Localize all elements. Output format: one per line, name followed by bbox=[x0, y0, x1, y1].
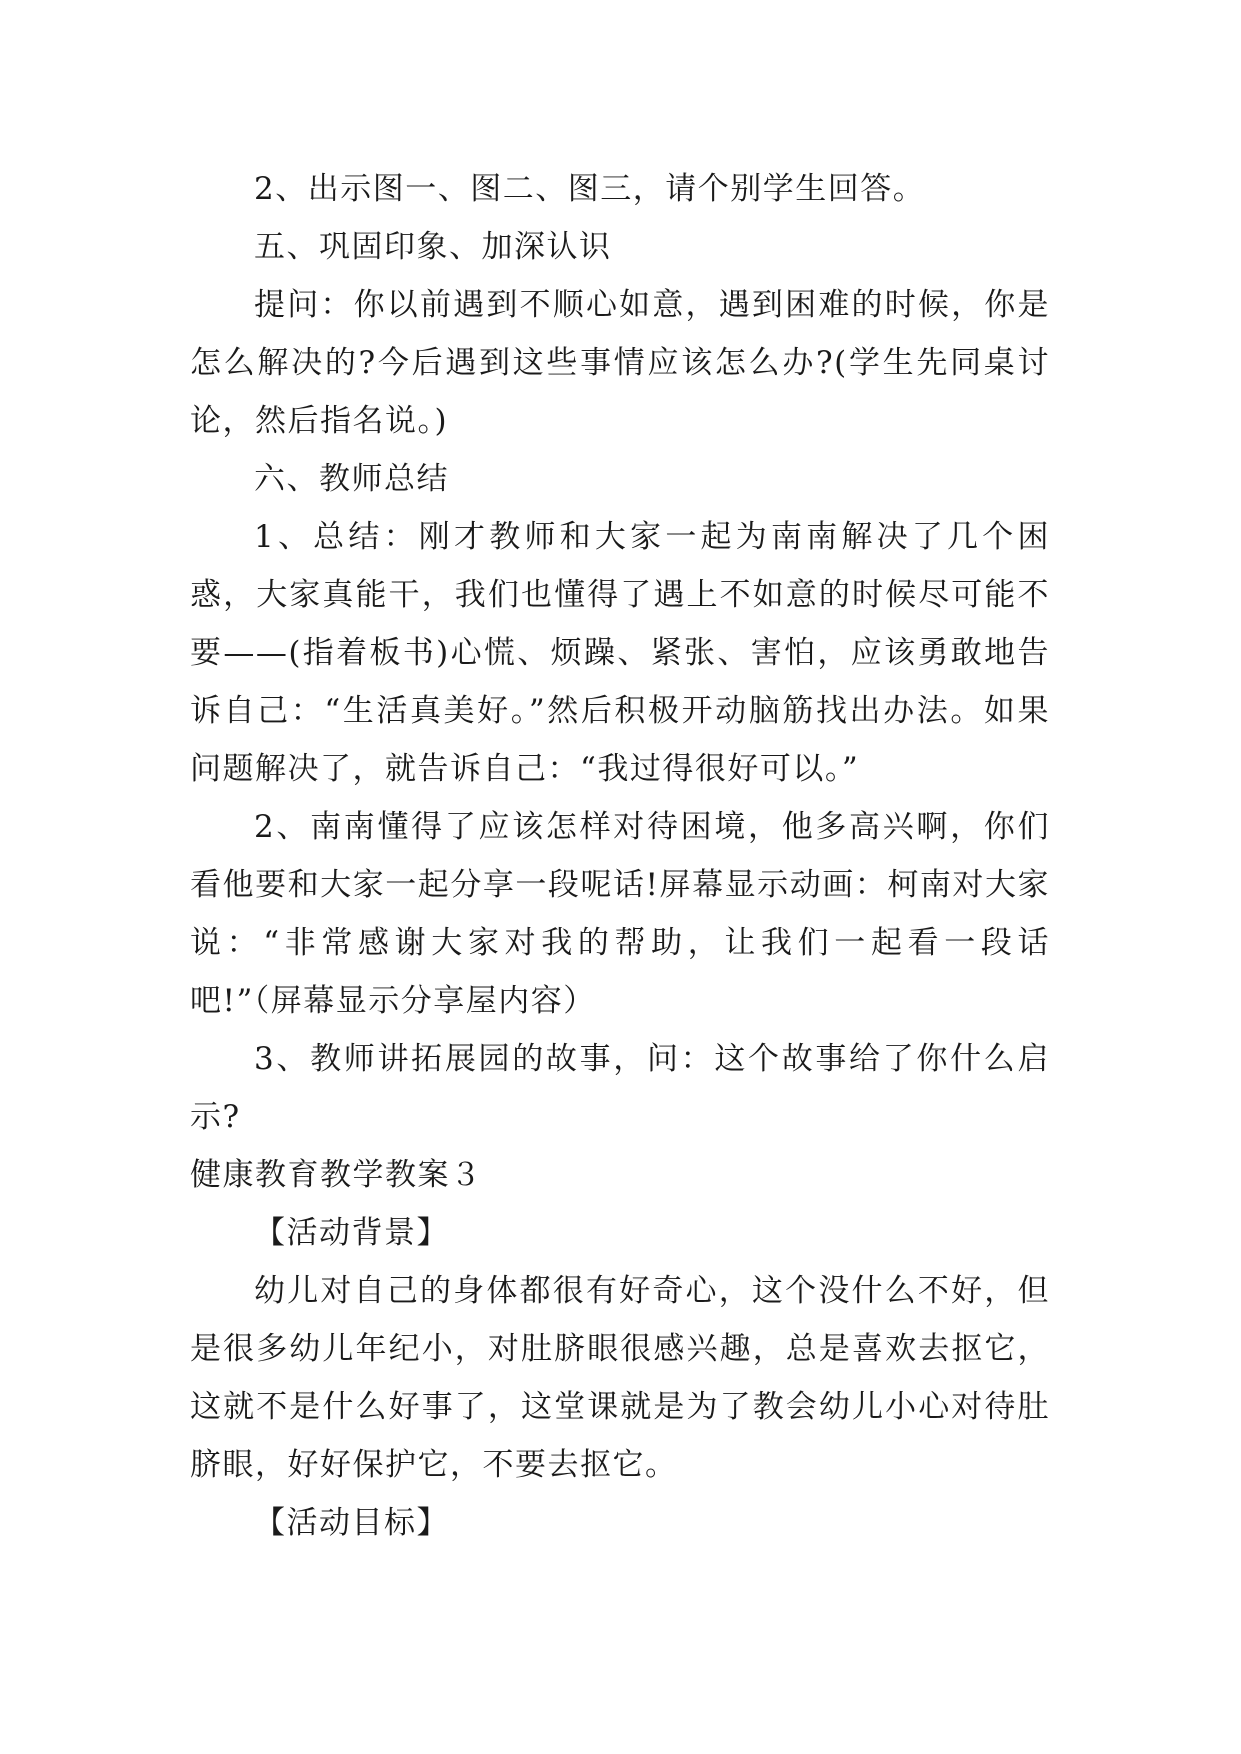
paragraph-summary-1: 1、总结：刚才教师和大家一起为南南解决了几个困惑，大家真能干，我们也懂得了遇上不如意的时候尽可能不要——(指着板书)心慌、烦躁、紧张、害怕，应该勇敢地告诉自己：“生活真美好。”然后积极开动脑筋找出办法。如果问题解决了，就告诉自己：“我过得很好可以。” bbox=[190, 519, 1050, 787]
paragraph-show-pictures: 2、出示图一、图二、图三，请个别学生回答。 bbox=[254, 171, 926, 207]
activity-background-text: 幼儿对自己的身体都很有好奇心，这个没什么不好，但是很多幼儿年纪小，对肚脐眼很感兴趣，总是喜欢去抠它，这就不是什么好事了，这堂课就是为了教会幼儿小心对待肚脐眼，好好保护它，不要去抠它。 bbox=[190, 1273, 1050, 1483]
document-body bbox=[190, 160, 1050, 1552]
paragraph-question: 提问：你以前遇到不顺心如意，遇到困难的时候，你是怎么解决的?今后遇到这些事情应该怎么办?(学生先同桌讨论，然后指名说。) bbox=[190, 287, 1050, 439]
section-title: 健康教育教学教案３ bbox=[190, 1157, 483, 1193]
paragraph-summary-3: 3、教师讲拓展园的故事，问：这个故事给了你什么启示? bbox=[190, 1041, 1050, 1135]
heading-consolidate: 五、巩固印象、加深认识 bbox=[254, 229, 612, 265]
activity-background-heading: 【活动背景】 bbox=[254, 1215, 449, 1251]
activity-goal-heading: 【活动目标】 bbox=[254, 1505, 449, 1541]
heading-teacher-summary: 六、教师总结 bbox=[254, 461, 449, 497]
paragraph-summary-2: 2、南南懂得了应该怎样对待困境，他多高兴啊，你们看他要和大家一起分享一段呢话!屏幕显示动画：柯南对大家说：“非常感谢大家对我的帮助，让我们一起看一段话吧!”（屏幕显示分享屋内容） bbox=[190, 809, 1050, 1019]
